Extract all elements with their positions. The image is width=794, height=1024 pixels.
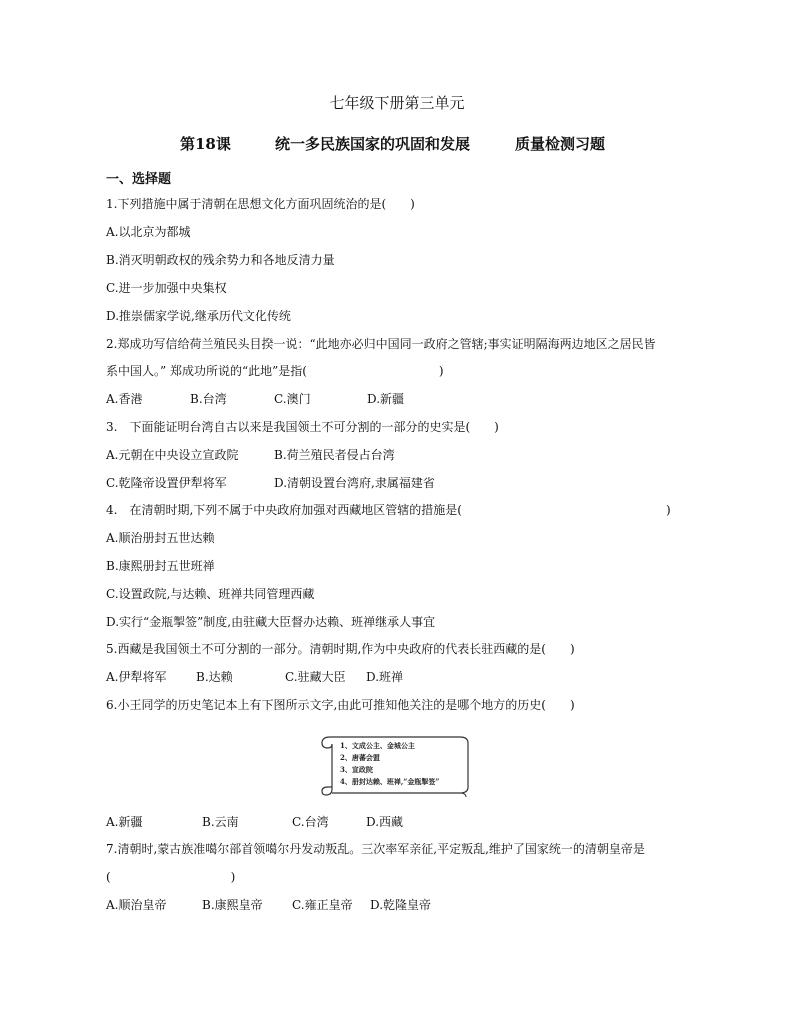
- document-title: 七年级下册第三单元: [329, 94, 465, 112]
- scroll-note-line-2: 2、唐蕃会盟: [340, 753, 380, 762]
- exercise-type: 质量检测习题: [515, 135, 606, 153]
- history-note-scroll-figure: [320, 733, 472, 797]
- question-1-option-d: D.推崇儒家学说,继承历代文化传统: [106, 309, 291, 323]
- question-5-option-d: D.班禅: [366, 670, 404, 684]
- scroll-note-line-4: 4、册封达赖、班禅,“金瓶掣签”: [340, 777, 440, 786]
- question-2-option-a: A.香港: [106, 392, 143, 406]
- question-6-option-b: B.云南: [202, 815, 239, 829]
- question-3-option-a: A.元朝在中央设立宣政院: [106, 448, 239, 462]
- question-4-option-c: C.设置政院,与达赖、班禅共同管理西藏: [106, 587, 315, 601]
- question-7-option-b: B.康熙皇帝: [202, 898, 263, 912]
- question-7-stem-line-1: 7.清朝时,蒙古族准噶尔部首领噶尔丹发动叛乱。三次率军亲征,平定叛乱,维护了国家统一的清朝皇帝是: [106, 842, 645, 856]
- question-4-option-b: B.康熙册封五世班禅: [106, 559, 215, 573]
- question-3-option-c: C.乾隆帝设置伊犁将军: [106, 476, 227, 490]
- question-1-option-c: C.进一步加强中央集权: [106, 281, 227, 295]
- question-4-option-d: D.实行“金瓶掣签”制度,由驻藏大臣督办达赖、班禅继承人事宜: [106, 615, 436, 629]
- question-7-stem-line-2: ( ): [106, 870, 236, 884]
- question-4-option-a: A.顺治册封五世达赖: [106, 531, 215, 545]
- question-6-option-c: C.台湾: [292, 815, 329, 829]
- question-2-option-d: D.新疆: [367, 392, 405, 406]
- scroll-note-line-3: 3、宣政院: [340, 765, 373, 774]
- question-1-stem: 1.下列措施中属于清朝在思想文化方面巩固统治的是( ): [106, 197, 415, 211]
- question-2-stem-line-2: 系中国人。” 郑成功所说的“此地”是指( ): [106, 364, 444, 378]
- question-7-option-d: D.乾隆皇帝: [370, 898, 432, 912]
- scroll-note-line-1: 1、文成公主、金城公主: [340, 741, 415, 750]
- question-2-option-c: C.澳门: [274, 392, 311, 406]
- question-6-option-a: A.新疆: [106, 815, 143, 829]
- lesson-number: 第18课: [180, 135, 231, 153]
- question-1-option-a: A.以北京为都城: [106, 225, 191, 239]
- question-2-stem-line-1: 2.郑成功写信给荷兰殖民头目揆一说：“此地亦必归中国同一政府之管辖;事实证明隔海两边地区之居民皆: [106, 337, 656, 351]
- question-5-stem: 5.西藏是我国领土不可分割的一部分。清朝时期,作为中央政府的代表长驻西藏的是( ): [106, 642, 575, 656]
- section-heading: 一、选择题: [106, 172, 172, 187]
- question-5-option-a: A.伊犁将军: [106, 670, 167, 684]
- question-5-option-b: B.达赖: [196, 670, 233, 684]
- question-3-option-b: B.荷兰殖民者侵占台湾: [274, 448, 395, 462]
- question-7-option-a: A.顺治皇帝: [106, 898, 167, 912]
- question-3-stem: 3. 下面能证明台湾自古以来是我国领土不可分割的一部分的史实是( ): [106, 420, 499, 434]
- question-6-option-d: D.西藏: [366, 815, 404, 829]
- question-3-option-d: D.清朝设置台湾府,隶属福建省: [274, 476, 435, 490]
- question-2-option-b: B.台湾: [190, 392, 227, 406]
- question-4-stem: 4. 在清朝时期,下列不属于中央政府加强对西藏地区管辖的措施是( ): [106, 503, 671, 517]
- lesson-topic: 统一多民族国家的巩固和发展: [275, 135, 471, 153]
- question-1-option-b: B.消灭明朝政权的残余势力和各地反清力量: [106, 253, 335, 267]
- question-7-option-c: C.雍正皇帝: [292, 898, 353, 912]
- question-6-stem: 6.小王同学的历史笔记本上有下图所示文字,由此可推知他关注的是哪个地方的历史( ): [106, 698, 575, 712]
- question-5-option-c: C.驻藏大臣: [285, 670, 346, 684]
